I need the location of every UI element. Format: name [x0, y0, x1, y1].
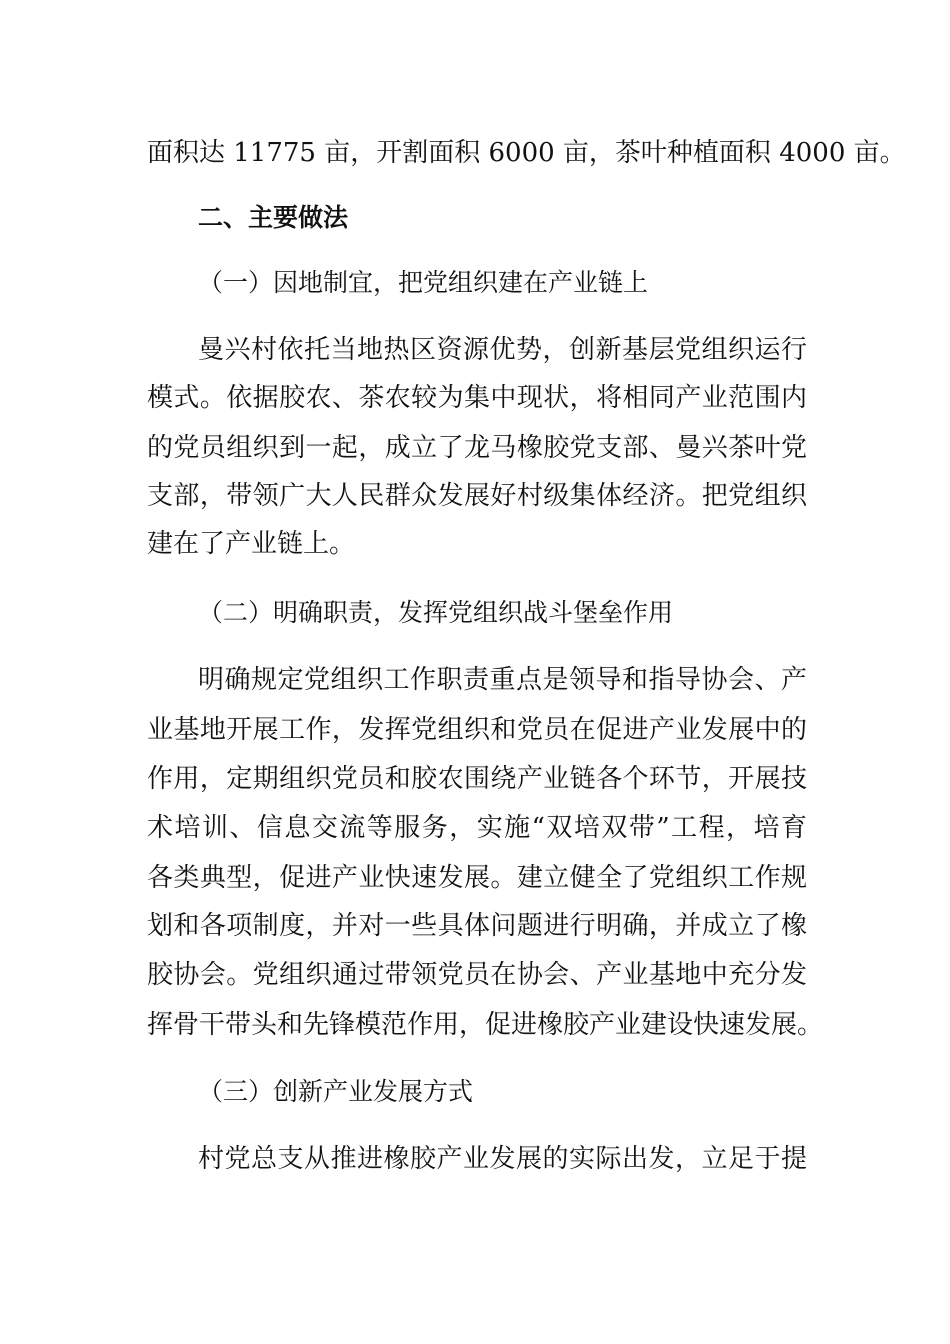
paragraph-1-line-1: 曼兴村依托当地热区资源优势，创新基层党组织运行	[198, 335, 807, 365]
paragraph-3-line-1: 村党总支从推进橡胶产业发展的实际出发，立足于提	[198, 1144, 807, 1174]
paragraph-1-line-5: 建在了产业链上。	[147, 529, 356, 559]
paragraph-2-line-6: 划和各项制度，并对一些具体问题进行明确，并成立了橡	[147, 911, 807, 941]
paragraph-1-line-4: 支部，带领广大人民群众发展好村级集体经济。把党组织	[147, 481, 807, 511]
paragraph-2-line-7: 胶协会。党组织通过带领党员在协会、产业基地中充分发	[147, 960, 807, 990]
paragraph-2-line-5: 各类典型，促进产业快速发展。建立健全了党组织工作规	[147, 863, 807, 893]
subsection-title-3: （三）创新产业发展方式	[198, 1077, 474, 1106]
paragraph-2-line-4: 术培训、信息交流等服务，实施“双培双带”工程，培育	[147, 813, 807, 843]
paragraph-1-line-3: 的党员组织到一起，成立了龙马橡胶党支部、曼兴茶叶党	[147, 433, 807, 463]
paragraph-2-line-1: 明确规定党组织工作职责重点是领导和指导协会、产	[198, 665, 807, 695]
paragraph-2-line-2: 业基地开展工作，发挥党组织和党员在促进产业发展中的	[147, 715, 807, 745]
section-heading: 二、主要做法	[198, 203, 349, 232]
subsection-title-1: （一）因地制宜，把党组织建在产业链上	[198, 268, 649, 297]
paragraph-2-line-8: 挥骨干带头和先锋模范作用，促进橡胶产业建设快速发展。	[147, 1010, 824, 1040]
intro-line: 面积达 11775 亩，开割面积 6000 亩，茶叶种植面积 4000 亩。	[147, 138, 906, 168]
paragraph-1-line-2: 模式。依据胶农、茶农较为集中现状，将相同产业范围内	[147, 383, 807, 413]
paragraph-2-line-3: 作用，定期组织党员和胶农围绕产业链各个环节，开展技	[147, 764, 807, 794]
subsection-title-2: （二）明确职责，发挥党组织战斗堡垒作用	[198, 598, 674, 627]
